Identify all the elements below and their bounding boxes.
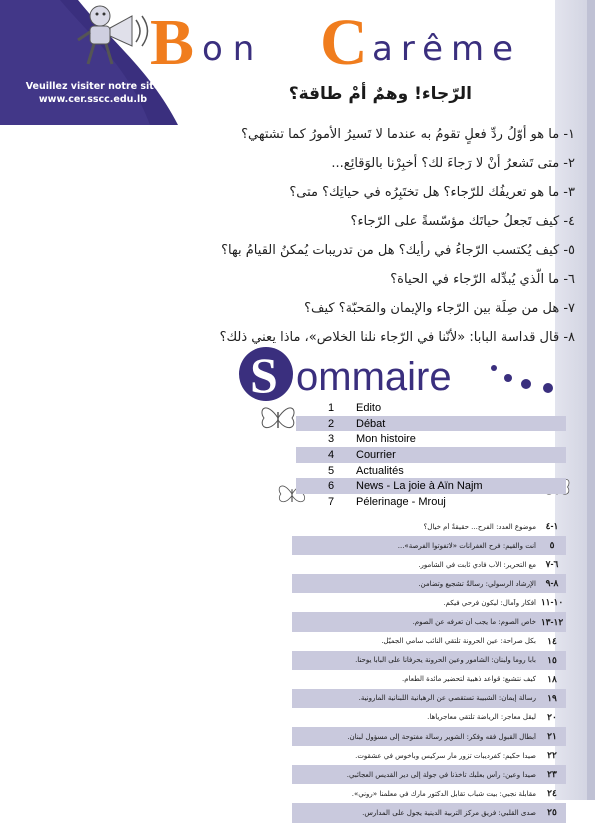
question-item: ١- ما هو أوّلُ ردِّ فعلٍ تقومُ به عندما لا تَسيرُ الأمورُ كما تشتهي؟ bbox=[241, 127, 575, 142]
question-item: ٧- هل من صِلَة بين الرّجاء والإيمان والمَحبّة؟ كيف؟ bbox=[304, 301, 575, 316]
question-item: ٦- ما الّذي يُبدِّله الرّجاء في الحياة؟ bbox=[390, 272, 575, 287]
magazine-title bbox=[150, 2, 595, 72]
toc-arabic-row[interactable] bbox=[292, 555, 566, 574]
toc-number: 1 bbox=[328, 401, 335, 414]
site-url[interactable]: www.cer.sscc.edu.lb bbox=[38, 94, 148, 105]
toc-number: 6 bbox=[328, 480, 335, 493]
toc-arabic-label: موضوع العدد: الفرح... حقيقةٌ أم خيال؟ bbox=[423, 522, 536, 531]
toc-page: ١٥ bbox=[547, 654, 557, 665]
toc-arabic-label: أفكار وآمال: ليكون فرحي فيكم. bbox=[443, 598, 536, 607]
toc-arabic-row[interactable] bbox=[292, 593, 566, 612]
visit-line-1: Veuillez visiter notre site bbox=[25, 81, 161, 92]
title-svg bbox=[150, 2, 595, 74]
toc-page: ١-٤ bbox=[545, 521, 559, 532]
toc-page: ١٠-١١ bbox=[540, 597, 564, 608]
toc-arabic-label: بكل صراحة: عين الحرونة تلتقي النائب سامي الجميّل. bbox=[381, 637, 536, 646]
toc-row[interactable] bbox=[296, 494, 566, 510]
toc-row[interactable] bbox=[296, 447, 566, 463]
toc-arabic-row[interactable] bbox=[292, 746, 566, 765]
toc-label: Pélerinage - Mrouj bbox=[356, 495, 446, 508]
toc-label: Actualités bbox=[356, 464, 404, 477]
toc-arabic-label: صيدا حكيم: كفرديبات تزور مار سركيس وباخوس في عشقوت. bbox=[355, 751, 536, 760]
toc-arabic-row[interactable] bbox=[292, 612, 566, 631]
toc-page: ١٩ bbox=[547, 692, 557, 703]
toc-row[interactable] bbox=[296, 463, 566, 479]
toc-arabic-row[interactable] bbox=[292, 689, 566, 708]
visit-site-text bbox=[18, 80, 168, 106]
right-border-edge bbox=[587, 0, 595, 800]
toc-arabic-label: بابا روما ولبنان: الشامور وعين الحرونة يحرفانا على البابا يوحنا. bbox=[355, 656, 536, 665]
sommaire-heading bbox=[236, 344, 566, 402]
toc-arabic-label: أنت والقيم: فرح الغفرانات «لاتفوتوا الفرصة»... bbox=[397, 541, 536, 550]
question-item: ٣- ما هو تعريفُك للرّجاء؟ هل تختَبِرُه في حياتِك؟ متى؟ bbox=[289, 185, 575, 200]
title-word-on: on bbox=[202, 29, 265, 69]
toc-row[interactable] bbox=[296, 478, 566, 494]
toc-arabic-label: مع التحرير: الأب فادي ثابت في الشامور. bbox=[418, 560, 536, 569]
toc-arabic-row[interactable] bbox=[292, 517, 566, 536]
toc-page: ٢٥ bbox=[547, 807, 557, 818]
questions-heading: الرّجاء! وهمٌ أمْ طاقة؟ bbox=[288, 84, 472, 104]
toc-row[interactable] bbox=[296, 400, 566, 416]
toc-page: ١٢-١٣ bbox=[540, 616, 564, 627]
toc-row[interactable] bbox=[296, 431, 566, 447]
toc-arabic-row[interactable] bbox=[292, 574, 566, 593]
toc-number: 7 bbox=[328, 495, 335, 508]
toc-label: Débat bbox=[356, 417, 386, 430]
toc-number: 3 bbox=[328, 433, 335, 446]
toc-page: ٥ bbox=[549, 540, 555, 551]
title-initial-c: C bbox=[320, 6, 368, 74]
toc-page: ٢١ bbox=[547, 731, 557, 742]
toc-arabic-label: خاص الصوم: ما يجب أن تعرفه عن الصوم. bbox=[412, 618, 536, 627]
toc-arabic-row[interactable] bbox=[292, 651, 566, 670]
toc-arabic-row[interactable] bbox=[292, 632, 566, 651]
toc-arabic-row[interactable] bbox=[292, 708, 566, 727]
toc-arabic-label: مقابلة نجبي: بيت شباب تقابل الدكتور مارك في معلمنا «روني». bbox=[351, 789, 536, 798]
toc-arabic-label: رسالة إيمان: الشبيبة تستقصي عن الرهبانية اللبنانية المارونية. bbox=[358, 694, 536, 703]
question-item: ٤- كيف تَجعلُ حياتَك مؤسّسةً على الرّجاء؟ bbox=[350, 214, 575, 229]
sommaire-arabic-list bbox=[292, 517, 566, 823]
toc-page: ٢٠ bbox=[547, 711, 557, 722]
toc-page: ٢٣ bbox=[547, 769, 557, 780]
sommaire-word: ommaire bbox=[296, 355, 452, 399]
toc-row[interactable] bbox=[296, 416, 566, 432]
toc-arabic-row[interactable] bbox=[292, 784, 566, 803]
toc-page: ١٨ bbox=[547, 673, 557, 684]
toc-arabic-row[interactable] bbox=[292, 765, 566, 784]
toc-arabic-row[interactable] bbox=[292, 670, 566, 689]
toc-arabic-label: الإرشاد الرسولي: رسالةٌ تشجيع وتضامن. bbox=[418, 579, 536, 588]
toc-number: 5 bbox=[328, 464, 335, 477]
toc-page: ٢٤ bbox=[547, 788, 557, 799]
toc-arabic-label: ليقل معاجر: الرياضة تلتقي معاجرياها. bbox=[427, 713, 536, 722]
toc-number: 2 bbox=[328, 417, 335, 430]
questions-list bbox=[15, 120, 575, 352]
toc-arabic-row[interactable] bbox=[292, 727, 566, 746]
title-initial-b: B bbox=[150, 6, 195, 74]
toc-arabic-row[interactable] bbox=[292, 803, 566, 822]
toc-label: News - La joie à Aïn Najm bbox=[356, 480, 483, 493]
question-item: ٢- متى تَشعرُ أنْ لا رَجاءَ لك؟ أخبِرْنا بالوَقائِع... bbox=[331, 156, 575, 171]
toc-arabic-row[interactable] bbox=[292, 536, 566, 555]
title-word-areme: arême bbox=[372, 29, 522, 69]
toc-label: Edito bbox=[356, 401, 382, 414]
toc-arabic-label: أبطال القبول فقه وفكر: الشوير رسالة مفتوحة إلى مسؤول لبنان. bbox=[347, 732, 536, 741]
butterfly-icon bbox=[258, 398, 298, 438]
question-item: ٥- كيف يُكتسب الرّجاءُ في رأيك؟ هل من تدريبات يُمكنُ القيامُ بها؟ bbox=[221, 243, 575, 258]
toc-label: Courrier bbox=[356, 448, 396, 461]
toc-arabic-label: صدى القلبي: فريق مركز التربية الدينية يجول على المدارس. bbox=[362, 808, 536, 817]
toc-page: ٢٢ bbox=[547, 750, 557, 761]
toc-page: ٨-٩ bbox=[545, 578, 559, 589]
toc-number: 4 bbox=[328, 448, 335, 461]
toc-page: ٦-٧ bbox=[545, 559, 559, 570]
sommaire-svg bbox=[236, 344, 566, 402]
toc-page: ١٤ bbox=[547, 635, 557, 646]
sommaire-initial: S bbox=[250, 347, 278, 402]
toc-arabic-label: كيف نتشبع: قواعد ذهبية لتحضير مائدة الطعام. bbox=[402, 675, 536, 684]
toc-label: Mon histoire bbox=[356, 433, 416, 446]
toc-arabic-label: صيدا وعين: رأس بعلبك تأخذنا في جولة إلى دير القديس العجائبي. bbox=[346, 770, 536, 779]
question-item: ٨- قال قداسة البابا: «لأنّنا في الرّجاء نلنا الخلاص»، ماذا يعني ذلك؟ bbox=[219, 330, 575, 345]
sommaire-french-list bbox=[296, 400, 566, 510]
